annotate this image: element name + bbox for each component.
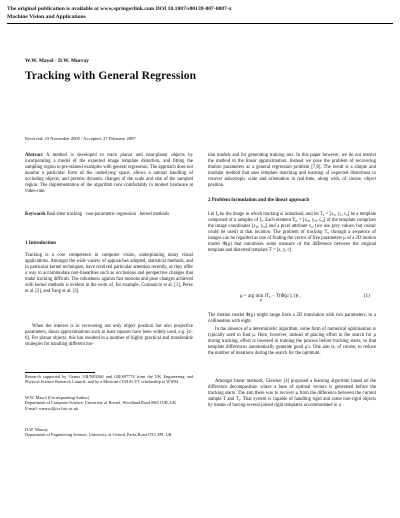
footnote-author-1 <box>25 395 193 411</box>
paper-title: Tracking with General Regression <box>25 70 197 82</box>
intro-paragraph-2: When the interest is in recovering not only object position but also projective parameters, linear approximations such as least squares have been widely used, e.g. [4–6]. For planar objects, this has resulted in a number of highly practical and transferable strategies for handling different mo- <box>25 324 193 348</box>
footnote-author-2 <box>25 427 193 438</box>
author-2-name: D.W. Murray <box>25 427 48 432</box>
abstract-text: A method is developed to track planar and near-planar objects by incorporating a model of the expected image template distortion, and fitting the sampling region to pre-trained examples with general regression. The approach does not assume a particular form of the underlying space, allows a natural handling of occluding objects, and permits dynamic changes of the scale and size of the sampled region. The implementation of the algorithm runs comfortably in modest hardware at video-rate. <box>25 153 193 195</box>
author-list: W.W. Mayol · D.W. Murray <box>25 58 90 64</box>
author-1-email: E-mail: wmayol@cs.bris.ac.uk <box>25 405 79 411</box>
author-2-address: Department of Engineering Science, University of Oxford, Parks Road OX1 3PJ, UK <box>25 432 172 438</box>
right-paragraph-1: Let I₀ be the image in which tracking is initialised, and let T₀ = [x₀, y₀, c₀] be a template composed of n samples of I₀. Each element T₀ᵢ = [x₀ᵢ, y₀ᵢ, c₀ᵢ] of the template comprises the image coordinates [x₀ᵢ, y₀ᵢ] and a pixel attribute c₀ᵢ (we use grey values, but colour could be used) at that location. The problem of tracking T₀ through a sequence of images can be regarded as one of finding the vector of free parameters μ of a 2D motion model Φ(μ) that minimises some measure of the difference between the original template and distorted template T = [x, y, c] <box>208 212 376 254</box>
equation-body: μ = arg min ‖T₀ − T(Φ(μ′), t)‖ , <box>240 294 301 299</box>
intro-paragraph-1: Tracking is a core competence in computer vision, underpinning many visual applications. Amongst the wide variety of approaches adopted, statistical methods, and in particular kernel techniques, have received particular attention recently, as they offer a way to accommodate non-linearities such as occlusions and perspective changes that make tracking difficult. The robustness against fast motions and pose changes achieved with kernel methods is evident in the work of, for example, Comaniciu et al. [1], Perez et al. [2], and Yang et al. [3]. <box>25 253 193 295</box>
equation-subscript: μ′ <box>260 298 263 302</box>
section-heading-introduction: 1 Introduction <box>25 241 56 246</box>
equation-1 <box>240 294 301 302</box>
equation-number: (1) <box>364 294 370 299</box>
abstract <box>25 153 193 195</box>
footnote-funding: Research supported by Grants GR/N03266 and GR/S97774 from the UK Engineering and Physical Science Research Council, and by a Mexican CONACYT scholarship to WWM. <box>25 374 193 385</box>
section-heading-problem: 2 Problem formulation and the linear approach <box>208 198 310 203</box>
author-1-name: W.W. Mayol (Corresponding Author) <box>25 395 90 400</box>
right-paragraph-4: Amongst linear methods, Gleicher [4] proposed a learning algorithm based on the difference decomposition where a base of optimal vectors is generated before the tracking starts. The aim there was to recover μ from the difference between the current sample T and T₀. That system is capable of handling rigid and some non-rigid objects by means of having several joined rigid templates accommodated in a <box>208 379 376 409</box>
keywords-label: Keywords <box>25 212 46 217</box>
abstract-label: Abstract <box>25 153 43 158</box>
right-paragraph-3: In the absence of a deterministic algorithm, some form of numerical optimisation is typically used to find μ. Here, however, instead of placing effort in the search for μ during tracking, effort is invested in training the process before tracking starts, so that template differences automatically generate good μ's. One aim is, of course, to reduce the number of iterations during the search for the optimum. <box>208 327 376 357</box>
keywords-text: Real-time tracking · non-parametric regression · kernel methods <box>46 212 170 217</box>
author-1-address: Department of Computer Science, University of Bristol, Woodland Road BS8 1UB, UK <box>25 400 177 406</box>
right-paragraph-0: tion models and for generating training sets. In this paper however, we do not restrict the method to the linear approximation. Instead we pose the problem of recovering motion parameters as a general regression problem [7,8]. The result is a simple and modular method that uses template matching and learning of expected distortions to recover anisotropic scale and orientation in real-time, along with, of course, object position. <box>208 153 376 189</box>
keywords <box>25 212 193 218</box>
right-paragraph-2: The motion model Φ(μ) might range from a 2D translation with two parameters, to a collineation with eight. <box>208 313 376 325</box>
banner-doi-line: The original publication is available at www.springerlink.com DOI 10.1007/s00138-007-0087-x <box>7 6 232 12</box>
banner-journal-line: Machine Vision and Applications <box>7 14 86 20</box>
received-date: Received: 23 November 2005 / Accepted: 27 February 2007 <box>25 136 136 141</box>
footnote-rule <box>25 372 95 373</box>
publication-banner <box>7 5 393 24</box>
